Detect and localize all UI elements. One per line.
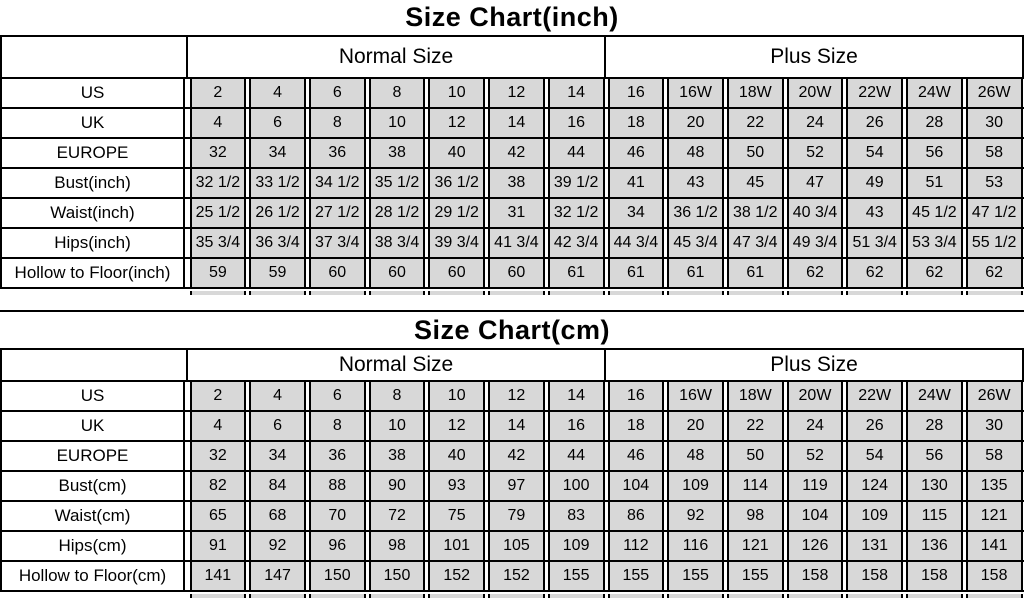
value-cell: 114 — [727, 472, 784, 500]
value-cell: 121 — [727, 532, 784, 560]
table-row — [0, 532, 1024, 562]
value-cell: 54 — [846, 442, 903, 470]
value-cell: 43 — [667, 169, 724, 197]
value-cell: 20 — [667, 109, 724, 137]
cropped-value-cell — [249, 594, 306, 598]
value-cell: 56 — [906, 139, 963, 167]
value-cell: 155 — [667, 562, 724, 590]
value-cell: 121 — [966, 502, 1023, 530]
value-cell: 4 — [249, 382, 306, 410]
cropped-value-cell — [608, 594, 665, 598]
table-row — [0, 169, 1024, 199]
value-cell: 131 — [846, 532, 903, 560]
value-cell: 32 1/2 — [190, 169, 247, 197]
value-cell: 24W — [906, 79, 963, 107]
value-cell: 141 — [966, 532, 1023, 560]
value-cell: 72 — [369, 502, 426, 530]
value-cell: 124 — [846, 472, 903, 500]
value-cell: 20 — [667, 412, 724, 440]
value-cell: 26W — [966, 79, 1023, 107]
value-cell: 79 — [488, 502, 545, 530]
column-group-plus-size: Plus Size — [606, 350, 1024, 380]
value-cell: 48 — [667, 442, 724, 470]
value-cell: 92 — [249, 532, 306, 560]
table-row — [0, 472, 1024, 502]
row-label: Bust(cm) — [0, 472, 185, 500]
value-cell: 34 — [608, 199, 665, 227]
value-cell: 14 — [548, 382, 605, 410]
cropped-value-cell — [428, 291, 485, 295]
value-cell: 2 — [190, 382, 247, 410]
value-cell: 28 — [906, 109, 963, 137]
value-cell: 105 — [488, 532, 545, 560]
value-cell: 158 — [906, 562, 963, 590]
value-cell: 14 — [548, 79, 605, 107]
value-cell: 44 — [548, 442, 605, 470]
table-row — [0, 79, 1024, 109]
value-cell: 32 — [190, 139, 247, 167]
value-cell: 26 1/2 — [249, 199, 306, 227]
table-body — [0, 382, 1024, 598]
cropped-value-cell — [548, 291, 605, 295]
value-cell: 16W — [667, 79, 724, 107]
value-cell: 4 — [190, 412, 247, 440]
table-row — [0, 412, 1024, 442]
value-cell: 101 — [428, 532, 485, 560]
value-cell: 47 3/4 — [727, 229, 784, 257]
cropped-value-cell — [309, 594, 366, 598]
value-cell: 42 3/4 — [548, 229, 605, 257]
value-cell: 119 — [787, 472, 844, 500]
column-group-plus-size: Plus Size — [606, 37, 1024, 77]
value-cell: 48 — [667, 139, 724, 167]
value-cell: 6 — [249, 109, 306, 137]
value-cell: 60 — [309, 259, 366, 287]
value-cell: 38 — [488, 169, 545, 197]
cropped-value-cell — [249, 291, 306, 295]
value-cell: 91 — [190, 532, 247, 560]
table-row — [0, 442, 1024, 472]
cropped-value-cell — [966, 594, 1023, 598]
value-cell: 32 1/2 — [548, 199, 605, 227]
value-cell: 59 — [190, 259, 247, 287]
value-cell: 8 — [309, 109, 366, 137]
value-cell: 58 — [966, 139, 1023, 167]
value-cell: 18W — [727, 79, 784, 107]
value-cell: 26 — [846, 109, 903, 137]
value-cell: 43 — [846, 199, 903, 227]
value-cell: 22W — [846, 79, 903, 107]
value-cell: 24 — [787, 109, 844, 137]
value-cell: 52 — [787, 139, 844, 167]
table-row — [0, 199, 1024, 229]
value-cell: 60 — [488, 259, 545, 287]
value-cell: 44 3/4 — [608, 229, 665, 257]
table-row — [0, 502, 1024, 532]
value-cell: 58 — [966, 442, 1023, 470]
value-cell: 98 — [727, 502, 784, 530]
cropped-value-cell — [309, 291, 366, 295]
value-cell: 61 — [548, 259, 605, 287]
cropped-value-cell — [846, 291, 903, 295]
value-cell: 4 — [249, 79, 306, 107]
cropped-value-cell — [966, 291, 1023, 295]
value-cell: 47 — [787, 169, 844, 197]
value-cell: 60 — [428, 259, 485, 287]
value-cell: 61 — [667, 259, 724, 287]
table-row — [0, 229, 1024, 259]
value-cell: 116 — [667, 532, 724, 560]
value-cell: 35 3/4 — [190, 229, 247, 257]
value-cell: 130 — [906, 472, 963, 500]
cropped-value-cell — [428, 594, 485, 598]
value-cell: 50 — [727, 442, 784, 470]
value-cell: 36 1/2 — [428, 169, 485, 197]
value-cell: 42 — [488, 139, 545, 167]
value-cell: 158 — [787, 562, 844, 590]
value-cell: 60 — [369, 259, 426, 287]
value-cell: 20W — [787, 79, 844, 107]
cropped-value-cell — [369, 594, 426, 598]
value-cell: 49 — [846, 169, 903, 197]
value-cell: 62 — [906, 259, 963, 287]
value-cell: 56 — [906, 442, 963, 470]
cropped-row-sliver — [0, 291, 1024, 295]
value-cell: 37 3/4 — [309, 229, 366, 257]
value-cell: 84 — [249, 472, 306, 500]
value-cell: 136 — [906, 532, 963, 560]
value-cell: 39 3/4 — [428, 229, 485, 257]
cropped-value-cell — [548, 594, 605, 598]
value-cell: 55 1/2 — [966, 229, 1023, 257]
value-cell: 18 — [608, 109, 665, 137]
value-cell: 68 — [249, 502, 306, 530]
value-cell: 158 — [966, 562, 1023, 590]
size-chart-cm-table — [0, 310, 1024, 598]
table-row — [0, 259, 1024, 289]
value-cell: 70 — [309, 502, 366, 530]
value-cell: 155 — [548, 562, 605, 590]
value-cell: 18W — [727, 382, 784, 410]
cropped-value-cell — [906, 291, 963, 295]
value-cell: 115 — [906, 502, 963, 530]
value-cell: 38 — [369, 139, 426, 167]
value-cell: 90 — [369, 472, 426, 500]
value-cell: 40 — [428, 139, 485, 167]
table-row — [0, 382, 1024, 412]
value-cell: 41 3/4 — [488, 229, 545, 257]
row-label: Hollow to Floor(cm) — [0, 562, 185, 590]
value-cell: 33 1/2 — [249, 169, 306, 197]
value-cell: 16W — [667, 382, 724, 410]
row-label: Hips(cm) — [0, 532, 185, 560]
value-cell: 35 1/2 — [369, 169, 426, 197]
corner-cell — [0, 350, 188, 380]
cropped-value-cell — [727, 594, 784, 598]
value-cell: 109 — [548, 532, 605, 560]
value-cell: 86 — [608, 502, 665, 530]
value-cell: 12 — [428, 412, 485, 440]
value-cell: 44 — [548, 139, 605, 167]
value-cell: 24 — [787, 412, 844, 440]
value-cell: 59 — [249, 259, 306, 287]
column-group-normal-size: Normal Size — [188, 37, 606, 77]
value-cell: 18 — [608, 412, 665, 440]
value-cell: 150 — [369, 562, 426, 590]
value-cell: 152 — [488, 562, 545, 590]
value-cell: 32 — [190, 442, 247, 470]
value-cell: 135 — [966, 472, 1023, 500]
value-cell: 61 — [608, 259, 665, 287]
value-cell: 20W — [787, 382, 844, 410]
value-cell: 38 1/2 — [727, 199, 784, 227]
value-cell: 54 — [846, 139, 903, 167]
value-cell: 112 — [608, 532, 665, 560]
value-cell: 40 3/4 — [787, 199, 844, 227]
row-label: Hollow to Floor(inch) — [0, 259, 185, 287]
value-cell: 6 — [309, 382, 366, 410]
value-cell: 92 — [667, 502, 724, 530]
value-cell: 16 — [608, 382, 665, 410]
value-cell: 22 — [727, 412, 784, 440]
cropped-value-cell — [608, 291, 665, 295]
cropped-value-cell — [727, 291, 784, 295]
cropped-value-cell — [488, 291, 545, 295]
value-cell: 126 — [787, 532, 844, 560]
value-cell: 45 1/2 — [906, 199, 963, 227]
value-cell: 46 — [608, 139, 665, 167]
value-cell: 158 — [846, 562, 903, 590]
row-label: EUROPE — [0, 442, 185, 470]
value-cell: 83 — [548, 502, 605, 530]
value-cell: 61 — [727, 259, 784, 287]
value-cell: 8 — [309, 412, 366, 440]
value-cell: 47 1/2 — [966, 199, 1023, 227]
value-cell: 109 — [667, 472, 724, 500]
value-cell: 62 — [846, 259, 903, 287]
table-row — [0, 109, 1024, 139]
value-cell: 39 1/2 — [548, 169, 605, 197]
value-cell: 16 — [608, 79, 665, 107]
value-cell: 97 — [488, 472, 545, 500]
value-cell: 82 — [190, 472, 247, 500]
column-group-normal-size: Normal Size — [188, 350, 606, 380]
cropped-value-cell — [488, 594, 545, 598]
cropped-label-cell — [0, 594, 185, 598]
cropped-value-cell — [787, 594, 844, 598]
value-cell: 96 — [309, 532, 366, 560]
value-cell: 104 — [608, 472, 665, 500]
column-group-header-row — [0, 37, 1024, 79]
value-cell: 30 — [966, 412, 1023, 440]
value-cell: 27 1/2 — [309, 199, 366, 227]
value-cell: 104 — [787, 502, 844, 530]
value-cell: 45 3/4 — [667, 229, 724, 257]
value-cell: 52 — [787, 442, 844, 470]
value-cell: 26 — [846, 412, 903, 440]
value-cell: 53 3/4 — [906, 229, 963, 257]
value-cell: 109 — [846, 502, 903, 530]
value-cell: 14 — [488, 109, 545, 137]
cropped-value-cell — [190, 291, 247, 295]
value-cell: 6 — [249, 412, 306, 440]
value-cell: 34 — [249, 442, 306, 470]
value-cell: 42 — [488, 442, 545, 470]
column-group-header-row — [0, 350, 1024, 382]
value-cell: 93 — [428, 472, 485, 500]
table-body — [0, 79, 1024, 295]
value-cell: 31 — [488, 199, 545, 227]
value-cell: 51 — [906, 169, 963, 197]
table-title: Size Chart(cm) — [0, 310, 1024, 350]
value-cell: 51 3/4 — [846, 229, 903, 257]
value-cell: 141 — [190, 562, 247, 590]
cropped-value-cell — [369, 291, 426, 295]
value-cell: 8 — [369, 382, 426, 410]
value-cell: 75 — [428, 502, 485, 530]
value-cell: 8 — [369, 79, 426, 107]
value-cell: 53 — [966, 169, 1023, 197]
cropped-value-cell — [190, 594, 247, 598]
value-cell: 155 — [727, 562, 784, 590]
value-cell: 62 — [966, 259, 1023, 287]
value-cell: 22 — [727, 109, 784, 137]
row-label: UK — [0, 109, 185, 137]
value-cell: 12 — [428, 109, 485, 137]
value-cell: 26W — [966, 382, 1023, 410]
row-label: Bust(inch) — [0, 169, 185, 197]
row-label: US — [0, 79, 185, 107]
value-cell: 12 — [488, 382, 545, 410]
cropped-value-cell — [846, 594, 903, 598]
cropped-label-cell — [0, 291, 185, 295]
value-cell: 12 — [488, 79, 545, 107]
value-cell: 10 — [369, 109, 426, 137]
value-cell: 22W — [846, 382, 903, 410]
table-title: Size Chart(inch) — [0, 0, 1024, 37]
value-cell: 10 — [369, 412, 426, 440]
value-cell: 38 — [369, 442, 426, 470]
value-cell: 41 — [608, 169, 665, 197]
value-cell: 65 — [190, 502, 247, 530]
value-cell: 16 — [548, 109, 605, 137]
corner-cell — [0, 37, 188, 77]
row-label: UK — [0, 412, 185, 440]
value-cell: 49 3/4 — [787, 229, 844, 257]
value-cell: 29 1/2 — [428, 199, 485, 227]
table-row — [0, 562, 1024, 592]
value-cell: 147 — [249, 562, 306, 590]
value-cell: 45 — [727, 169, 784, 197]
row-label: Hips(inch) — [0, 229, 185, 257]
row-label: Waist(inch) — [0, 199, 185, 227]
value-cell: 38 3/4 — [369, 229, 426, 257]
value-cell: 14 — [488, 412, 545, 440]
value-cell: 34 — [249, 139, 306, 167]
row-label: US — [0, 382, 185, 410]
value-cell: 36 — [309, 442, 366, 470]
value-cell: 36 1/2 — [667, 199, 724, 227]
value-cell: 40 — [428, 442, 485, 470]
value-cell: 2 — [190, 79, 247, 107]
value-cell: 36 3/4 — [249, 229, 306, 257]
value-cell: 36 — [309, 139, 366, 167]
cropped-value-cell — [667, 594, 724, 598]
value-cell: 155 — [608, 562, 665, 590]
value-cell: 4 — [190, 109, 247, 137]
value-cell: 16 — [548, 412, 605, 440]
cropped-value-cell — [667, 291, 724, 295]
cropped-value-cell — [906, 594, 963, 598]
value-cell: 25 1/2 — [190, 199, 247, 227]
value-cell: 100 — [548, 472, 605, 500]
value-cell: 98 — [369, 532, 426, 560]
value-cell: 28 1/2 — [369, 199, 426, 227]
value-cell: 46 — [608, 442, 665, 470]
value-cell: 10 — [428, 382, 485, 410]
value-cell: 62 — [787, 259, 844, 287]
value-cell: 6 — [309, 79, 366, 107]
cropped-row-sliver — [0, 594, 1024, 598]
value-cell: 152 — [428, 562, 485, 590]
value-cell: 88 — [309, 472, 366, 500]
value-cell: 50 — [727, 139, 784, 167]
value-cell: 24W — [906, 382, 963, 410]
value-cell: 34 1/2 — [309, 169, 366, 197]
value-cell: 10 — [428, 79, 485, 107]
value-cell: 28 — [906, 412, 963, 440]
row-label: EUROPE — [0, 139, 185, 167]
size-chart-inch-table — [0, 0, 1024, 295]
value-cell: 150 — [309, 562, 366, 590]
value-cell: 30 — [966, 109, 1023, 137]
row-label: Waist(cm) — [0, 502, 185, 530]
cropped-value-cell — [787, 291, 844, 295]
table-row — [0, 139, 1024, 169]
